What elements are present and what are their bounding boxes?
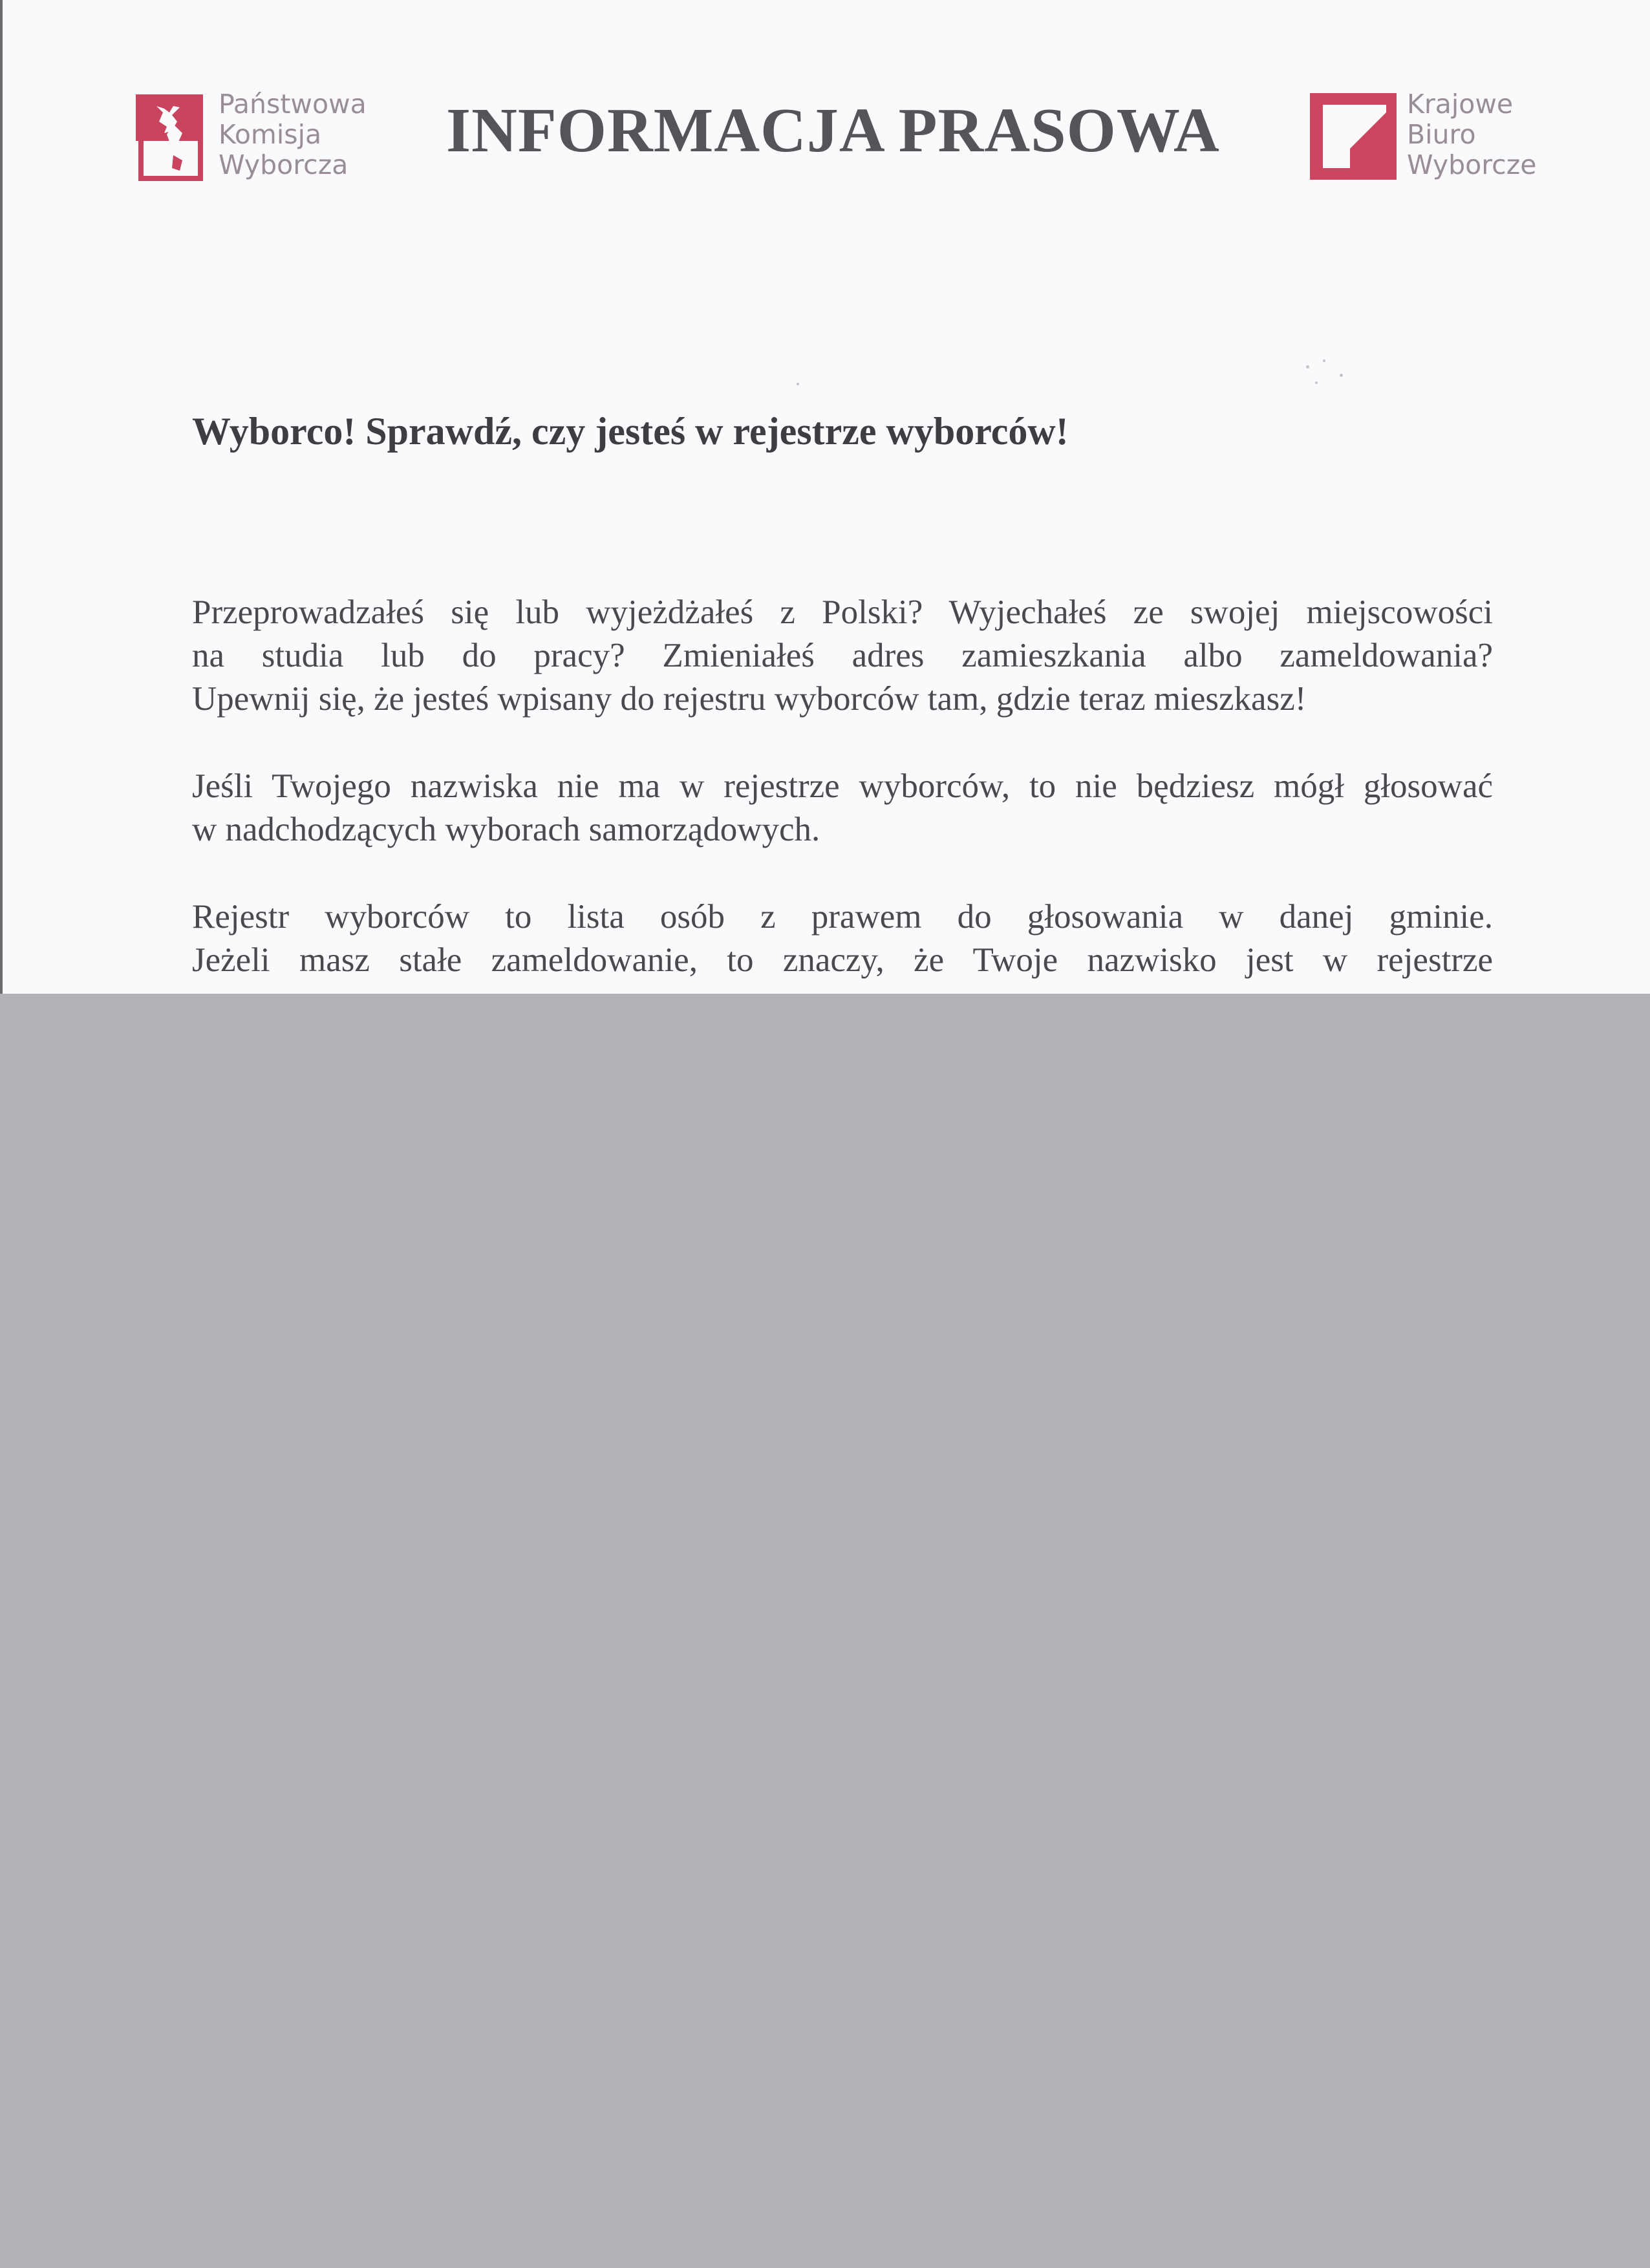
kbw-corner-icon (1310, 93, 1397, 180)
scan-speck (1323, 359, 1325, 362)
kbw-logo-line: Biuro (1407, 119, 1476, 150)
pkw-eagle-icon (134, 93, 207, 182)
paragraph-line: Jeżeli masz stałe zameldowanie, to znaczy, że Twoje nazwisko jest w rejestrze (192, 941, 1493, 979)
paragraph-line: Rejestr wyborców to lista osób z prawem do głosowania w danej gminie. (192, 898, 1493, 936)
pkw-logo-text (219, 89, 367, 180)
scan-speck (1315, 381, 1318, 384)
paragraph-line: w nadchodzących wyborach samorządowych. (192, 811, 820, 848)
scan-speck (1340, 374, 1343, 377)
kbw-logo (1310, 89, 1556, 184)
kbw-logo-text (1407, 89, 1536, 180)
sheet-left-edge (0, 0, 3, 994)
paragraph (192, 895, 1493, 982)
paragraph-line: na studia lub do pracy? Zmieniałeś adres zamieszkania albo zameldowania? (192, 637, 1493, 674)
pkw-logo-line: Komisja (219, 119, 322, 150)
pkw-logo (134, 89, 380, 184)
paragraph-line: Upewnij się, że jesteś wpisany do rejestru wyborców tam, gdzie teraz mieszkasz! (192, 680, 1307, 718)
paragraph-line: Przeprowadzałeś się lub wyjeżdżałeś z Polski? Wyjechałeś ze swojej miejscowości (192, 594, 1493, 631)
scan-speck (797, 383, 799, 385)
document-sheet (0, 0, 1650, 994)
headline: Wyborco! Sprawdź, czy jesteś w rejestrze wyborców! (192, 410, 1069, 453)
pkw-logo-line: Państwowa (219, 89, 367, 120)
kbw-logo-line: Wyborcze (1407, 149, 1537, 180)
paragraph (192, 591, 1493, 721)
pkw-logo-line: Wyborcza (219, 149, 348, 180)
kbw-logo-line: Krajowe (1407, 89, 1514, 120)
paragraph-line: Jeśli Twojego nazwiska nie ma w rejestrze wyborców, to nie będziesz mógł głosować (192, 767, 1493, 805)
scan-speck (1306, 365, 1309, 369)
press-release-title: INFORMACJA PRASOWA (446, 96, 1220, 166)
paragraph (192, 765, 1493, 851)
